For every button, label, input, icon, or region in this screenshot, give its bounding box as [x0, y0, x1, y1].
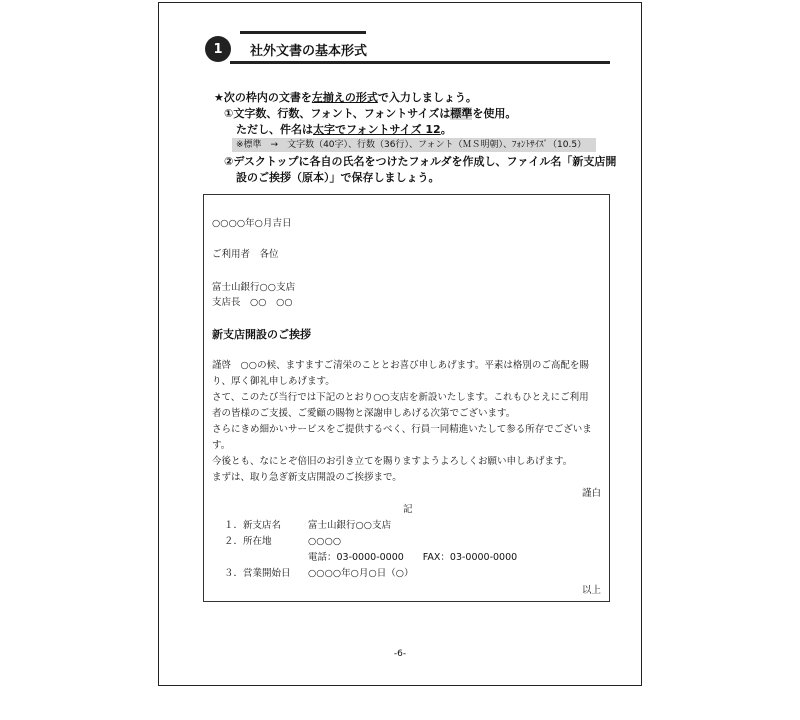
letter-body-line: まずは、取り急ぎ新支店開設のご挨拶まで。: [212, 472, 402, 483]
letter-body-line: さて、このたび当行では下記のとおり○○支店を新設いたします。これもひとえにご利用: [212, 392, 589, 403]
letter-body-line: 謹啓 ○○の候、ますますご清栄のこととお喜び申しあげます。平素は格別のご高配を賜: [212, 360, 589, 371]
standard-settings-note: ※標準 → 文字数（40字）、行数（36行）、フォント（ＭＳ明朝）、ﾌｫﾝﾄｻｲｽﾞ（10.5）: [232, 138, 596, 152]
letter-ki: 記: [403, 504, 413, 515]
letter-body-line: さらにきめ細かいサービスをご提供するべく、行員一同精進いたして参る所存でございま: [212, 424, 592, 435]
section-title: 社外文書の基本形式: [250, 44, 368, 59]
letter-sender-name: 支店長 ○○ ○○: [212, 297, 293, 308]
instr-underlined: 左揃えの形式: [311, 91, 378, 104]
instruction-line-3: [236, 122, 452, 137]
title-bar-bottom: [230, 61, 610, 64]
instr-text: で入力しましょう。: [377, 91, 477, 104]
letter-sender-company: 富士山銀行○○支店: [212, 282, 296, 293]
letter-body-line: す。: [212, 440, 231, 451]
instr-highlight: 標準: [450, 107, 473, 120]
instruction-line-5: 設のご挨拶（原本）」で保存しましょう。: [236, 171, 440, 184]
instr-text: 。: [440, 123, 452, 136]
letter-end: 以上: [581, 585, 601, 596]
letter-closing: 謹白: [581, 488, 601, 499]
letter-frame: [203, 194, 610, 602]
title-bar-top: [240, 31, 366, 34]
instruction-line-2: [224, 106, 516, 121]
letter-recipient: ご利用者 各位: [212, 249, 279, 260]
item-value: ○○○○年○月○日（○）: [308, 568, 414, 579]
item-value: 電話：03-0000-0000 FAX：03-0000-0000: [308, 552, 518, 563]
letter-body-line: 今後とも、なにとぞ倍旧のお引き立てを賜りますようよろしくお願い申しあげます。: [212, 456, 573, 467]
instr-text: を使用。: [472, 107, 517, 120]
item-label: ３．営業開始日: [224, 568, 291, 579]
instruction-line-1: [214, 90, 477, 105]
instr-text: ただし、件名は: [236, 123, 313, 136]
item-value: 富士山銀行○○支店: [308, 520, 392, 531]
item-value: ○○○○: [308, 536, 342, 547]
instr-text: ①文字数、行数、フォント、フォントサイズは: [224, 107, 451, 120]
section-number: 1: [213, 41, 223, 57]
letter-body-line: り、厚く御礼申しあげます。: [212, 376, 335, 387]
letter-date: ○○○○年○月吉日: [212, 218, 292, 229]
letter-subject: 新支店開設のご挨拶: [212, 328, 311, 341]
instr-underlined: 太字でフォントサイズ 12: [313, 123, 441, 136]
page-number: -6-: [393, 649, 407, 659]
item-label: ２．所在地: [224, 536, 272, 547]
section-number-badge: [205, 36, 231, 62]
item-label: １．新支店名: [224, 520, 282, 531]
instr-text: ★次の枠内の文書を: [214, 91, 312, 104]
letter-body-line: 者の皆様のご支援、ご愛顧の賜物と深謝申しあげる次第でございます。: [212, 408, 516, 419]
instruction-line-4: ②デスクトップに各自の氏名をつけたフォルダを作成し、ファイル名「新支店開: [224, 155, 617, 168]
